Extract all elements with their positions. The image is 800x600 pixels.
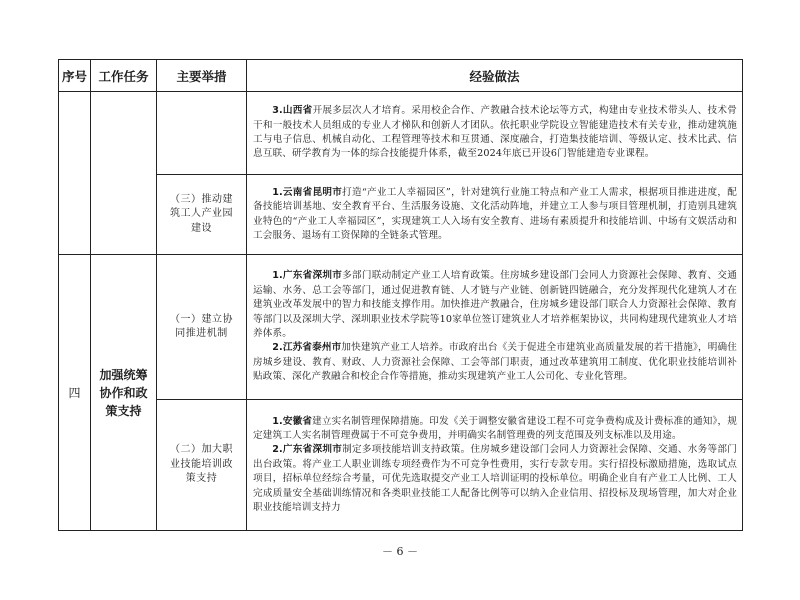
experience-text: 开展多层次人才培育。采用校企合作、产教融合技术论坛等方式，构建由专业技术带头人、技术骨干和一般技术人员组成的专业人才梯队和创新人才团队。依托职业学院设立智能建造技术有关专业，推动建筑施工与电子信息、机械自动化、工程管理等技术和互贯通、深度融合，打造集技能培训、等级认定、技术比武、信息互联、研学教育为一体的综合技能提升体系，截至2024年底已开设6门智能建造专业课程。: [253, 105, 737, 160]
table-row: [59, 400, 743, 531]
seq-cell-continued: [59, 92, 91, 255]
seq-cell: 四: [59, 255, 91, 531]
experience-cell: [247, 400, 743, 531]
experience-cell: [247, 92, 743, 175]
experience-cell: [247, 175, 743, 255]
region-name: 1.安徽省: [272, 415, 313, 427]
header-experience: 经验做法: [247, 60, 743, 92]
experience-text: 加快建筑产业工人培养。市政府出台《关于促进全市建筑业高质量发展的若干措施》，明确住房城乡建设、教育、财政、人力资源社会保障、工会等部门职责，通过改革建筑用工制度、优化职业技能培训补贴政策、深化产教融合和校企合作等措施，推动实现建筑产业工人公司化、专业化管理。: [253, 342, 737, 383]
experience-text: 打造“产业工人幸福园区”，针对建筑行业施工特点和产业工人需求，根据项目推进进度，配备技能培训基地、安全教育平台、生活服务设施、文化活动阵地，并建立工人参与项目管理机制，打造别具建筑业特色的“产业工人幸福园区”，实现建筑工人入场有安全教育、进场有素质提升和技能培训、中场有文娱活动和工会服务、退场有工资保障的全链条式管理。: [253, 186, 737, 241]
experience-text: 建立实名制管理保障措施。印发《关于调整安徽省建设工程不可竞争费构成及计费标准的通知》，规定建筑工人实名制管理费属于不可竞争费用，并明确实名制管理费的列支范围及列支标准以及用途。: [253, 415, 737, 441]
task-cell: 加强统筹协作和政策支持: [91, 255, 157, 531]
region-name: 1.广东省深圳市: [272, 270, 343, 282]
table-header-row: [59, 60, 743, 92]
measure-cell: （二）加大职业技能培训政策支持: [157, 400, 247, 531]
header-task: 工作任务: [91, 60, 157, 92]
experience-text: 多部门联动制定产业工人培育政策。住房城乡建设部门会同人力资源社会保障、教育、交通运输、水务、总工会等部门，通过促进教育链、人才链与产业链、创新链四链融合，充分发挥现代化建筑人才在建筑业改革发展中的智力和技能支撑作用。加快推进产教融合，住房城乡建设部门联合人力资源社会保障、教育等部门以及深圳大学、深圳职业技术学院等10家单位签订建筑业人才培养框架协议，共同构建现代建筑业人才培养体系。: [253, 270, 737, 339]
page-number: － 6 －: [382, 545, 418, 558]
header-measure: 主要举措: [157, 60, 247, 92]
measure-cell: （三）推动建筑工人产业园建设: [157, 175, 247, 255]
region-name: 2.江苏省泰州市: [272, 342, 342, 354]
measure-cell: （一）建立协同推进机制: [157, 255, 247, 400]
measure-cell-continued: [157, 92, 247, 175]
table-row: [59, 255, 743, 400]
experience-cell: [247, 255, 743, 400]
table-row: [59, 92, 743, 175]
region-name: 1.云南省昆明市: [272, 186, 343, 198]
task-cell-continued: [91, 92, 157, 255]
table-row: [59, 175, 743, 255]
header-seq: 序号: [59, 60, 91, 92]
region-name: 2.广东省深圳市: [272, 444, 343, 456]
experience-table: [58, 59, 743, 531]
experience-text: 制定多项技能培训支持政策。住房城乡建设部门会同人力资源社会保障、交通、水务等部门出台政策。将产业工人职业训练专项经费作为不可竞争性费用，实行专款专用。实行招投标激励措施，选取试点项目，招标单位经综合考量，可优先选取提交产业工人培训证明的投标单位。明确企业自有产业工人比例、工人完成质量安全基础训练情况和各类职业技能工人配备比例等可以纳入企业信用、招投标及现场管理，加大对企业职业技能培训支持力: [253, 444, 737, 514]
region-name: 3.山西省: [272, 105, 313, 117]
